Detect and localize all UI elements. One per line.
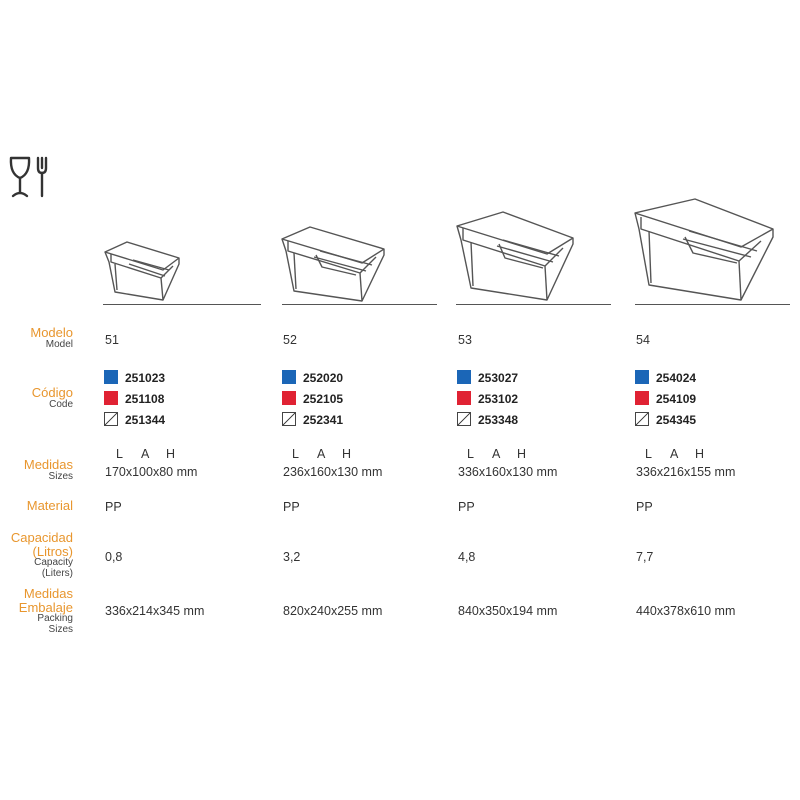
transparent-swatch-icon	[104, 412, 118, 426]
label-modelo	[30, 326, 73, 350]
sizes-value: 170x100x80 mm	[105, 465, 198, 479]
bin-illustration-51	[103, 240, 183, 302]
label-embalaje	[19, 587, 73, 635]
label-modelo-en: Model	[45, 338, 73, 350]
transparent-swatch-icon	[457, 412, 471, 426]
code-blue: 252020	[282, 370, 343, 385]
label-codigo-es: Código	[31, 385, 73, 400]
label-codigo	[32, 386, 73, 410]
code-transparent: 251344	[104, 412, 165, 427]
label-embalaje-es: Medidas	[23, 586, 73, 601]
bin-illustration-52	[280, 225, 387, 303]
material-value: PP	[636, 500, 653, 514]
label-capacidad	[11, 531, 73, 579]
red-swatch-icon	[457, 391, 471, 405]
code-blue: 251023	[104, 370, 165, 385]
label-capacidad-en: Capacity	[34, 557, 73, 569]
packing-value: 440x378x610 mm	[636, 604, 736, 618]
label-embalaje-en: Packing	[37, 613, 73, 625]
capacity-value: 3,2	[283, 550, 301, 564]
divider-52	[282, 304, 437, 305]
model-value: 51	[105, 333, 119, 347]
material-value: PP	[105, 500, 122, 514]
sizes-value: 336x216x155 mm	[636, 465, 736, 479]
label-medidas	[24, 458, 73, 482]
code-transparent: 253348	[457, 412, 518, 427]
blue-swatch-icon	[635, 370, 649, 384]
code-transparent: 252341	[282, 412, 343, 427]
blue-swatch-icon	[282, 370, 296, 384]
code-red: 251108	[104, 391, 164, 406]
label-embalaje-en-2: Sizes	[48, 623, 73, 635]
label-medidas-es: Medidas	[23, 457, 73, 472]
label-capacidad-en-unit: (Liters)	[41, 567, 73, 579]
food-safe-glass-fork-icon	[8, 154, 52, 200]
blue-swatch-icon	[104, 370, 118, 384]
label-material	[27, 499, 73, 513]
divider-54	[635, 304, 790, 305]
model-value: 52	[283, 333, 297, 347]
code-red: 253102	[457, 391, 518, 406]
sizes-value: 236x160x130 mm	[283, 465, 383, 479]
label-modelo-es: Modelo	[30, 325, 73, 340]
code-red: 254109	[635, 391, 696, 406]
sizes-value: 336x160x130 mm	[458, 465, 558, 479]
label-capacidad-es-unit: (Litros)	[32, 543, 73, 559]
red-swatch-icon	[282, 391, 296, 405]
bin-illustration-54	[633, 197, 775, 302]
lah-header: L A H	[645, 447, 705, 461]
transparent-swatch-icon	[635, 412, 649, 426]
material-value: PP	[458, 500, 475, 514]
code-transparent: 254345	[635, 412, 696, 427]
bin-illustration-53	[455, 210, 575, 302]
label-embalaje-es-2: Embalaje	[18, 599, 73, 615]
code-red: 252105	[282, 391, 343, 406]
code-blue: 254024	[635, 370, 696, 385]
lah-header: L A H	[292, 447, 352, 461]
divider-51	[103, 304, 261, 305]
label-medidas-en: Sizes	[48, 470, 73, 482]
divider-53	[456, 304, 611, 305]
model-value: 54	[636, 333, 650, 347]
lah-header: L A H	[116, 447, 176, 461]
capacity-value: 7,7	[636, 550, 654, 564]
material-value: PP	[283, 500, 300, 514]
packing-value: 336x214x345 mm	[105, 604, 205, 618]
blue-swatch-icon	[457, 370, 471, 384]
label-capacidad-es: Capacidad	[10, 530, 73, 545]
red-swatch-icon	[635, 391, 649, 405]
label-material-es: Material	[26, 498, 73, 513]
capacity-value: 4,8	[458, 550, 476, 564]
packing-value: 840x350x194 mm	[458, 604, 558, 618]
red-swatch-icon	[104, 391, 118, 405]
lah-header: L A H	[467, 447, 527, 461]
transparent-swatch-icon	[282, 412, 296, 426]
capacity-value: 0,8	[105, 550, 123, 564]
model-value: 53	[458, 333, 472, 347]
label-codigo-en: Code	[49, 398, 73, 410]
code-blue: 253027	[457, 370, 518, 385]
packing-value: 820x240x255 mm	[283, 604, 383, 618]
